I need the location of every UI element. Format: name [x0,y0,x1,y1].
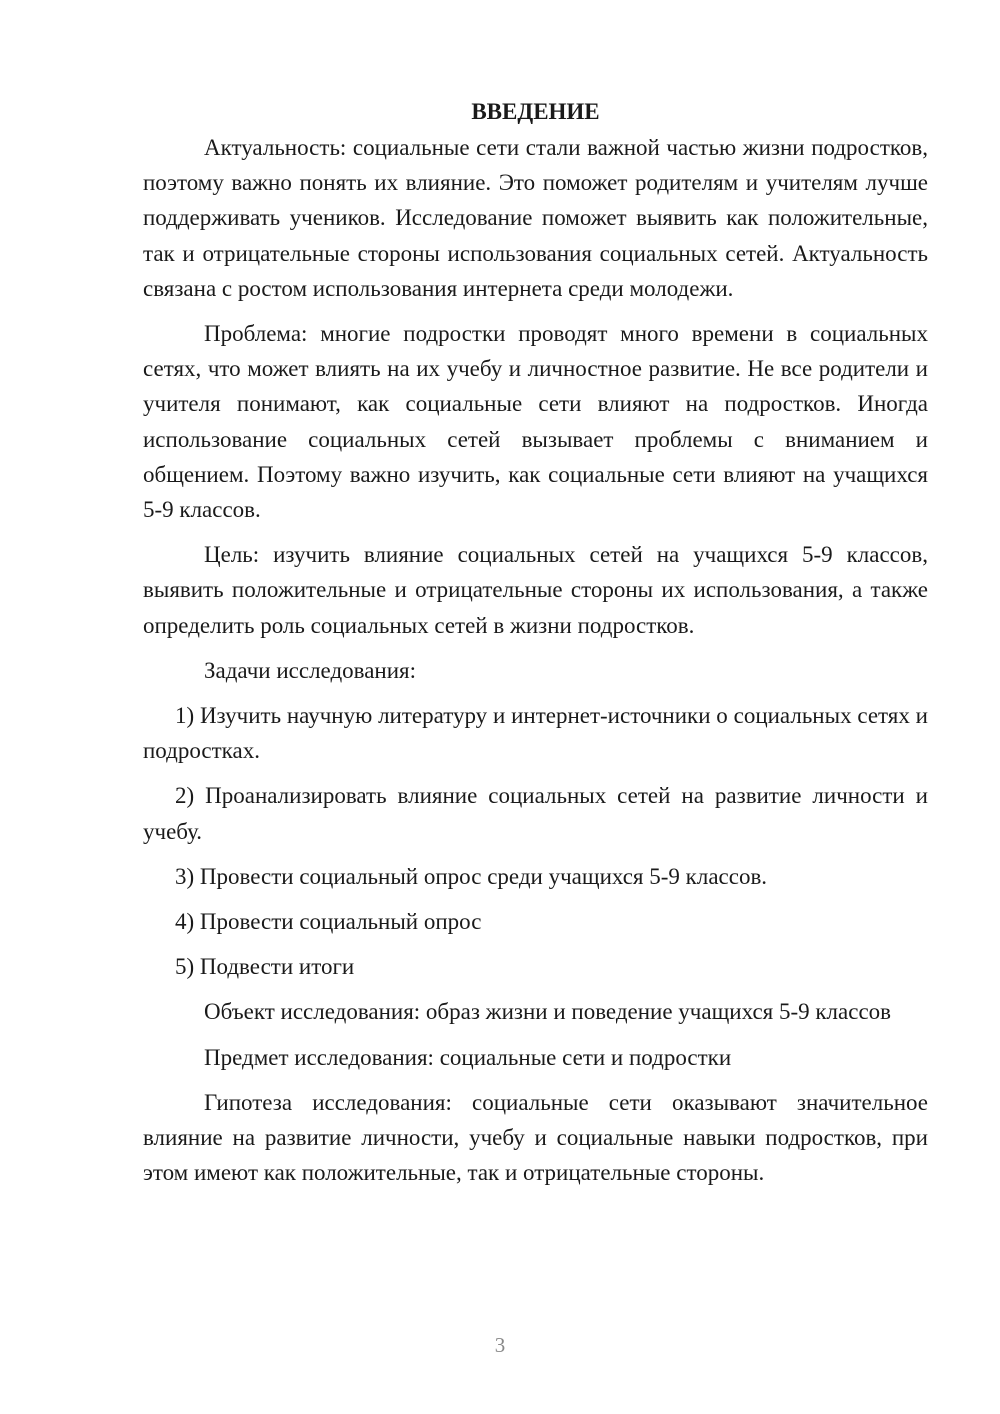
document-body [143,94,928,1200]
goal-paragraph: Цель: изучить влияние социальных сетей на учащихся 5-9 классов, выявить положительные и отрицательные стороны их использования, а также определить роль социальных сетей в жизни подростков. [143,542,928,638]
hypothesis-paragraph: Гипотеза исследования: социальные сети оказывают значительное влияние на развитие личности, учебу и социальные навыки подростков, при этом имеют как положительные, так и отрицательные стороны. [143,1089,928,1186]
subject-paragraph: Предмет исследования: социальные сети и подростки [204,1044,732,1070]
task-item-5: 5) Подвести итоги [175,954,355,980]
problem-paragraph: Проблема: многие подростки проводят много времени в социальных сетях, что может влиять на их учебу и личностное развитие. Не все родители и учителя понимают, как социальные сети влияют на подростков. Иногда использование социальных сетей вызывает проблемы с вниманием и общением. Поэтому важно изучить, как социальные сети влияют на учащихся 5-9 классов. [143,321,928,523]
section-title: ВВЕДЕНИЕ [471,99,600,124]
task-item-4: 4) Провести социальный опрос [175,909,482,935]
task-item-3: 3) Провести социальный опрос среди учащихся 5-9 классов. [175,863,768,889]
relevance-paragraph: Актуальность: социальные сети стали важной частью жизни подростков, поэтому важно понять их влияние. Это поможет родителям и учителям лучше поддерживать учеников. Исследование поможет выявить как положительные, так и отрицательные стороны использования социальных сетей. Актуальность связана с ростом использования интернета среди молодежи. [143,135,928,301]
task-item-1: 1) Изучить научную литературу и интернет-источники о социальных сетях и подростках. [143,703,928,764]
tasks-heading: Задачи исследования: [204,657,417,683]
page-number: 3 [494,1333,506,1357]
task-item-2: 2) Проанализировать влияние социальных сетей на развитие личности и учебу. [143,783,928,844]
object-paragraph: Объект исследования: образ жизни и поведение учащихся 5-9 классов [204,999,892,1025]
